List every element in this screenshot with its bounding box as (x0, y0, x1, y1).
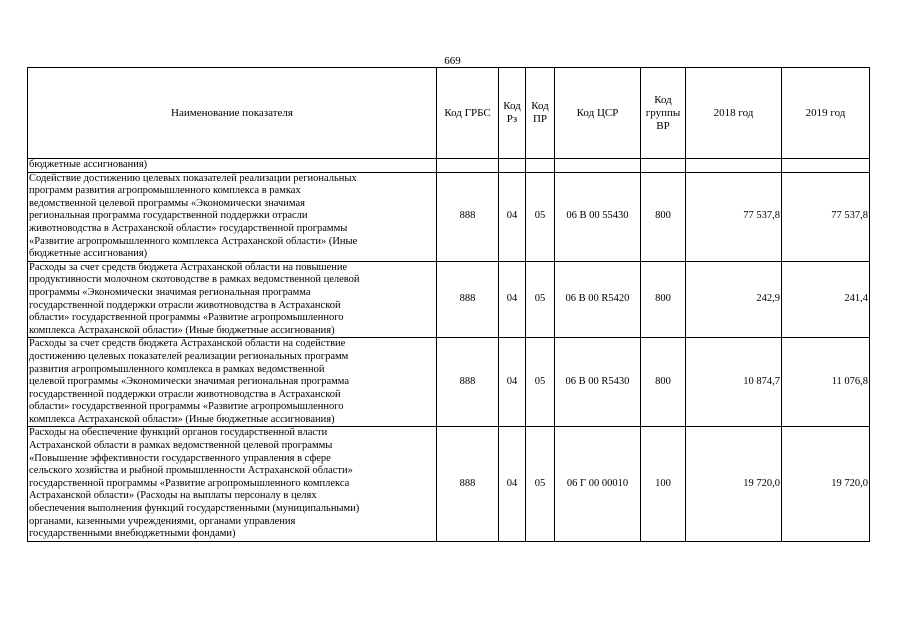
row-pr: 05 (526, 261, 555, 338)
table-row (28, 427, 870, 541)
row-description: Расходы за счет средств бюджета Астраханской области на содействие достижению целевых показателей реализации региональных программ развития агропромышленного комплекса в рамках ведомственной целевой программы «Экономически значимая региональная программа государственной поддержки отрасли животноводства в Астраханской области» государственной программы «Развитие агропромышленного комплекса Астраханской области» (Иные бюджетные ассигнования) (28, 338, 437, 427)
header-name: Наименование показателя (28, 68, 437, 159)
row-csr: 06 Г 00 00010 (555, 427, 641, 541)
row-grbs: 888 (437, 338, 499, 427)
row-csr: 06 В 00 R5430 (555, 338, 641, 427)
row-csr: 06 В 00 R5420 (555, 261, 641, 338)
row-2019: 11 076,8 (782, 338, 870, 427)
page-number: 669 (444, 55, 461, 67)
row-rz: 04 (499, 261, 526, 338)
row-2019: 241,4 (782, 261, 870, 338)
row-pr: 05 (526, 338, 555, 427)
row-csr (555, 159, 641, 173)
row-rz (499, 159, 526, 173)
row-vr: 800 (641, 338, 686, 427)
row-pr (526, 159, 555, 173)
row-grbs: 888 (437, 172, 499, 261)
header-pr: Код ПР (526, 68, 555, 159)
row-2019 (782, 159, 870, 173)
row-grbs: 888 (437, 427, 499, 541)
table-header-row (28, 68, 870, 159)
row-2018: 19 720,0 (686, 427, 782, 541)
row-grbs (437, 159, 499, 173)
row-rz: 04 (499, 427, 526, 541)
header-2018: 2018 год (686, 68, 782, 159)
row-2018: 10 874,7 (686, 338, 782, 427)
row-vr (641, 159, 686, 173)
table-row (28, 338, 870, 427)
row-vr: 800 (641, 172, 686, 261)
table-row (28, 261, 870, 338)
budget-table (27, 67, 870, 542)
row-csr: 06 В 00 55430 (555, 172, 641, 261)
header-rz: Код Рз (499, 68, 526, 159)
header-vr: Код группы ВР (641, 68, 686, 159)
table-row (28, 159, 870, 173)
row-description: Расходы за счет средств бюджета Астраханской области на повышение продуктивности молочном скотоводстве в рамках ведомственной целевой программы «Экономически значимая региональная программа государственной поддержки отрасли животноводства в Астраханской области» государственной программы «Развитие агропромышленного комплекса Астраханской области» (Иные бюджетные ассигнования) (28, 261, 437, 338)
row-description: бюджетные ассигнования) (28, 159, 437, 173)
header-csr: Код ЦСР (555, 68, 641, 159)
header-grbs: Код ГРБС (437, 68, 499, 159)
header-2019: 2019 год (782, 68, 870, 159)
row-2018: 242,9 (686, 261, 782, 338)
row-2018 (686, 159, 782, 173)
row-2019: 19 720,0 (782, 427, 870, 541)
row-pr: 05 (526, 172, 555, 261)
row-2019: 77 537,8 (782, 172, 870, 261)
row-rz: 04 (499, 338, 526, 427)
row-grbs: 888 (437, 261, 499, 338)
row-rz: 04 (499, 172, 526, 261)
row-2018: 77 537,8 (686, 172, 782, 261)
row-vr: 100 (641, 427, 686, 541)
row-pr: 05 (526, 427, 555, 541)
table-row (28, 172, 870, 261)
row-description: Содействие достижению целевых показателей реализации региональных программ развития агропромышленного комплекса в рамках ведомственной целевой программы «Экономически значимая региональная программа государственной поддержки отрасли животноводства в Астраханской области» государственной программы «Развитие агропромышленного комплекса Астраханской области» (Иные бюджетные ассигнования) (28, 172, 437, 261)
row-vr: 800 (641, 261, 686, 338)
row-description: Расходы на обеспечение функций органов государственной власти Астраханской области в рамках ведомственной целевой программы «Повышение эффективности государственного управления в сфере сельского хозяйства и рыбной промышленности Астраханской области» государственной программы «Развитие агропромышленного комплекса Астраханской области» (Расходы на выплаты персоналу в целях обеспечения выполнения функций государственными (муниципальными) органами, казенными учреждениями, органами управления государственными внебюджетными фондами) (28, 427, 437, 541)
